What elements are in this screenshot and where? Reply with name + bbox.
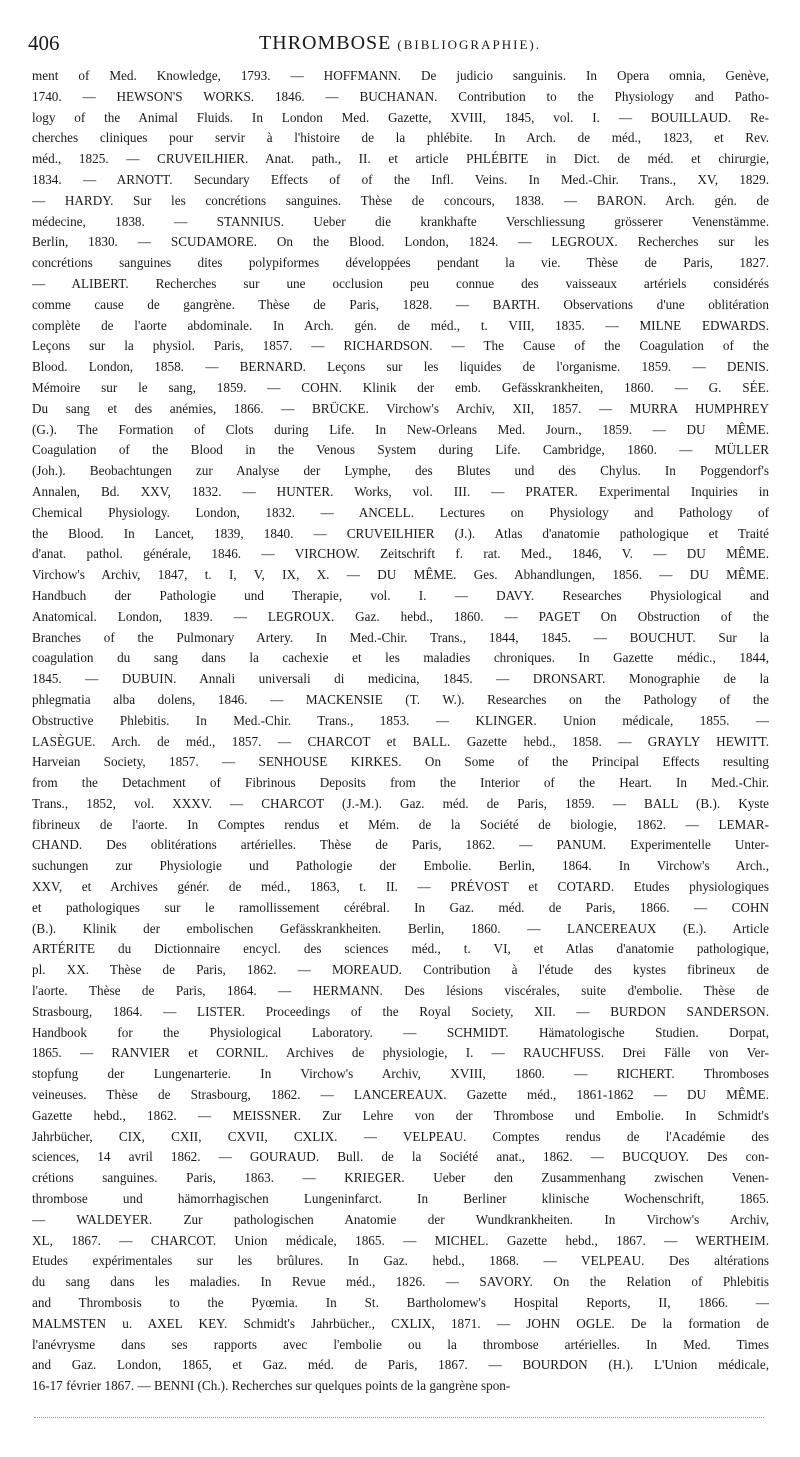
text-line: Annalen, Bd. XXV, 1832. — HUNTER. Works, vol. III. — PRATER. Experimental Inquiries in (32, 483, 769, 499)
running-title-main: THROMBOSE (259, 32, 392, 54)
text-line: thrombose und hämorrhagischen Lungeninfarct. In Berliner klinische Wochenschrift, 1865. (32, 1191, 769, 1207)
text-line: pl. XX. Thèse de Paris, 1862. — MOREAUD. Contribution à l'étude des kystes fibrineux de (32, 962, 769, 978)
text-line: (B.). Klinik der embolischen Gefässkrankheiten. Berlin, 1860. — LANCEREAUX (E.). Article (32, 920, 769, 936)
text-line: sciences, 14 avril 1862. — GOURAUD. Bull. de la Société anat., 1862. — BUCQUOY. Des con- (32, 1149, 769, 1165)
text-line: médecine, 1838. — STANNIUS. Ueber die krankhafte Verschliessung grösserer Venenstämme. (32, 213, 769, 229)
running-title-sub: (BIBLIOGRAPHIE). (397, 37, 541, 52)
text-line: Obstructive Phlebitis. In Med.-Chir. Trans., 1853. — KLINGER. Union médicale, 1855. — (32, 712, 769, 728)
text-line: Handbuch der Pathologie und Therapie, vol. I. — DAVY. Researches Physiological and (32, 587, 769, 603)
text-line: méd., 1825. — CRUVEILHIER. Anat. path., II. et article PHLÉBITE in Dict. de méd. et chirurgie, (32, 151, 769, 167)
text-line: Virchow's Archiv, 1847, t. I, V, IX, X. — DU MÊME. Ges. Abhandlungen, 1856. — DU MÊME. (32, 567, 769, 583)
bibliography-text (32, 66, 769, 1397)
text-line: 1740. — HEWSON'S WORKS. 1846. — BUCHANAN. Contribution to the Physiology and Patho- (32, 88, 769, 104)
text-line: 1865. — RANVIER et CORNIL. Archives de physiologie, I. — RAUCHFUSS. Drei Fälle von Ver- (32, 1045, 769, 1061)
text-line: XXV, et Archives génér. de méd., 1863, t. II. — PRÉVOST et COTARD. Etudes physiologiques (32, 879, 769, 895)
text-line: veineuses. Thèse de Strasbourg, 1862. — LANCEREAUX. Gazette méd., 1861-1862 — DU MÊME. (32, 1087, 769, 1103)
text-line: Branches of the Pulmonary Artery. In Med.-Chir. Trans., 1844, 1845. — BOUCHUT. Sur la (32, 629, 769, 645)
text-line: 1834. — ARNOTT. Secundary Effects of of the Infl. Veins. In Med.-Chir. Trans., XV, 1829. (32, 171, 769, 187)
text-line: stopfung der Lungenarterie. In Virchow's Archiv, XVIII, 1860. — RICHERT. Thromboses (32, 1066, 769, 1082)
text-line: phlegmatia alba dolens, 1846. — MACKENSIE (T. W.). Researches on the Pathology of the (32, 691, 769, 707)
text-line: coagulation du sang dans la cachexie et les maladies chroniques. In Gazette médic., 1844, (32, 650, 769, 666)
text-line: concrétions sanguines dites polypiformes développées pendant la vie. Thèse de Paris, 1827. (32, 255, 769, 271)
text-line: (Joh.). Beobachtungen zur Analyse der Lymphe, des Blutes und des Chylus. In Poggendorf's (32, 463, 769, 479)
page-number: 406 (28, 31, 60, 55)
text-line: — ALIBERT. Recherches sur une occlusion peu connue des vaisseaux artériels considérés (32, 275, 769, 291)
text-line: Strasbourg, 1864. — LISTER. Proceedings of the Royal Society, XII. — BURDON SANDERSON. (32, 1003, 769, 1019)
text-line: Du sang et des anémies, 1866. — BRÜCKE. Virchow's Archiv, XII, 1857. — MURRA HUMPHREY (32, 400, 769, 416)
text-line: fibrineux de l'aorte. In Comptes rendus et Mém. de la Société de biologie, 1862. — LEMAR- (32, 816, 769, 832)
text-line: Berlin, 1830. — SCUDAMORE. On the Blood. London, 1824. — LEGROUX. Recherches sur les (32, 234, 769, 250)
text-line: l'anévrysme dans ses rapports avec l'embolie ou la thrombose artérielles. In Med. Times (32, 1336, 769, 1352)
text-line: Jahrbücher, CIX, CXII, CXVII, CXLIX. — VELPEAU. Comptes rendus de l'Académie des (32, 1128, 769, 1144)
text-line: Mémoire sur le sang, 1859. — COHN. Klinik der emb. Gefässkrankheiten, 1860. — G. SÉE. (32, 379, 769, 395)
text-line: l'aorte. Thèse de Paris, 1864. — HERMANN. Des lésions viscérales, suite d'embolie. Thèse de (32, 983, 769, 999)
text-line: 1845. — DUBUIN. Annali universali di medicina, 1845. — DRONSART. Monographie de la (32, 671, 769, 687)
text-line: (G.). The Formation of Clots during Life. In New-Orleans Med. Journ., 1859. — DU MÊME. (32, 421, 769, 437)
text-line: cherches cliniques pour servir à l'histoire de la phlébite. In Arch. de méd., 1823, et Rev. (32, 130, 769, 146)
text-line: the Blood. In Lancet, 1839, 1840. — CRUVEILHIER (J.). Atlas d'anatomie pathologique et Traité (32, 525, 769, 541)
text-line: Leçons sur la physiol. Paris, 1857. — RICHARDSON. — The Cause of the Coagulation of the (32, 338, 769, 354)
text-line: Harveian Society, 1857. — SENHOUSE KIRKES. On Some of the Principal Effects resulting (32, 754, 769, 770)
text-line: d'anat. pathol. générale, 1846. — VIRCHOW. Zeitschrift f. rat. Med., 1846, V. — DU MÊME. (32, 546, 769, 562)
text-line: ARTÉRITE du Dictionnaire encycl. des sciences méd., t. VI, et Atlas d'anatomie pathologique, (32, 941, 769, 957)
text-line: du sang dans les maladies. In Revue méd., 1826. — SAVORY. On the Relation of Phlebitis (32, 1274, 769, 1290)
text-line: Trans., 1852, vol. XXXV. — CHARCOT (J.-M.). Gaz. méd. de Paris, 1859. — BALL (B.). Kyste (32, 795, 769, 811)
text-line: comme cause de gangrène. Thèse de Paris, 1828. — BARTH. Observations d'une oblitération (32, 296, 769, 312)
footer-divider (34, 1417, 764, 1418)
text-line: Gazette hebd., 1862. — MEISSNER. Zur Lehre von der Thrombose und Embolie. In Schmidt's (32, 1107, 769, 1123)
text-line: LASÈGUE. Arch. de méd., 1857. — CHARCOT et BALL. Gazette hebd., 1858. — GRAYLY HEWITT. (32, 733, 769, 749)
text-line: — WALDEYER. Zur pathologischen Anatomie der Wundkrankheiten. In Virchow's Archiv, (32, 1211, 769, 1227)
text-line: and Gaz. London, 1865, et Gaz. méd. de Paris, 1867. — BOURDON (H.). L'Union médicale, (32, 1357, 769, 1373)
page-header (28, 30, 772, 60)
text-line: CHAND. Des oblitérations artérielles. Thèse de Paris, 1862. — PANUM. Experimentelle Unter- (32, 837, 769, 853)
text-line: et pathologiques sur le ramollissement cérébral. In Gaz. méd. de Paris, 1866. — COHN (32, 899, 769, 915)
text-line: Coagulation of the Blood in the Venous System during Life. Cambridge, 1860. — MÜLLER (32, 442, 769, 458)
text-line: ment of Med. Knowledge, 1793. — HOFFMANN. De judicio sanguinis. In Opera omnia, Genève, (32, 68, 769, 83)
bibliography-paragraph (32, 66, 769, 1397)
text-line: XL, 1867. — CHARCOT. Union médicale, 1865. — MICHEL. Gazette hebd., 1867. — WERTHEIM. (32, 1232, 769, 1248)
running-title (28, 30, 772, 58)
text-line: from the Detachment of Fibrinous Deposits from the Interior of the Heart. In Med.-Chir. (32, 775, 769, 791)
text-line: Blood. London, 1858. — BERNARD. Leçons sur les liquides de l'organisme. 1859. — DENIS. (32, 359, 769, 375)
text-line: Etudes expérimentales sur les brûlures. In Gaz. hebd., 1868. — VELPEAU. Des altérations (32, 1253, 769, 1269)
text-line: crétions sanguines. Paris, 1863. — KRIEGER. Ueber den Zusammenhang zwischen Venen- (32, 1170, 769, 1186)
text-line: complète de l'aorte abdominale. In Arch. gén. de méd., t. VIII, 1835. — MILNE EDWARDS. (32, 317, 769, 333)
text-line: and Thrombosis to the Pyœmia. In St. Bartholomew's Hospital Reports, II, 1866. — (32, 1295, 769, 1311)
text-line: suchungen zur Physiologie und Pathologie der Embolie. Berlin, 1864. In Virchow's Arch., (32, 858, 769, 874)
text-line: — HARDY. Sur les concrétions sanguines. Thèse de concours, 1838. — BARON. Arch. gén. de (32, 192, 769, 208)
text-line: logy of the Animal Fluids. In London Med. Gazette, XVIII, 1845, vol. I. — BOUILLAUD. Re- (32, 109, 769, 125)
text-line: 16-17 février 1867. — BENNI (Ch.). Recherches sur quelques points de la gangrène spon- (32, 1378, 511, 1394)
text-line: Chemical Physiology. London, 1832. — ANCELL. Lectures on Physiology and Pathology of (32, 504, 769, 520)
text-line: Handbook for the Physiological Laboratory. — SCHMIDT. Hämatologische Studien. Dorpat, (32, 1024, 769, 1040)
text-line: MALMSTEN u. AXEL KEY. Schmidt's Jahrbücher., CXLIX, 1871. — JOHN OGLE. De la formation de (32, 1315, 769, 1331)
text-line: Anatomical. London, 1839. — LEGROUX. Gaz. hebd., 1860. — PAGET On Obstruction of the (32, 608, 769, 624)
